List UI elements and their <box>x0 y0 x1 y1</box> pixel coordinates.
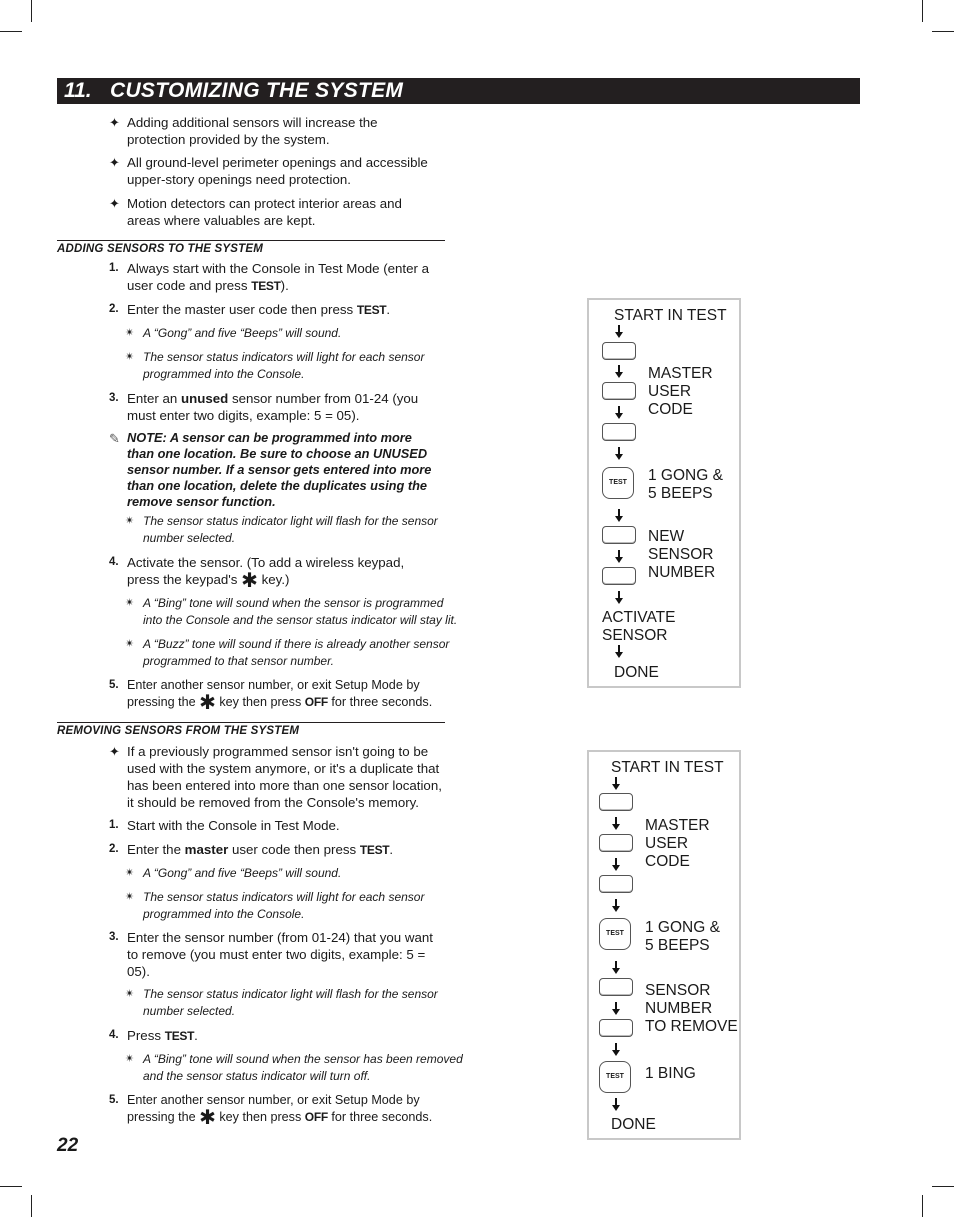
flow-master-label: MASTER USER CODE <box>648 365 713 418</box>
arrow-down-icon <box>611 961 621 974</box>
keypad-star-icon: ✱ <box>199 692 216 714</box>
crop-mark <box>932 31 954 32</box>
adding-step-2-note-1: A “Gong” and five “Beeps” will sound. <box>143 326 342 340</box>
crop-mark <box>0 31 22 32</box>
step-number: 4. <box>109 1029 119 1041</box>
removing-step-4: Press TEST. <box>127 1028 198 1043</box>
pencil-icon: ✎ <box>109 431 120 446</box>
adding-note: NOTE: A sensor can be programmed into more than one location. Be sure to choose an UNUSED sensor number. If a sensor gets entered into more than one location, delete the duplicates using the remove sensor function. <box>127 430 432 509</box>
note-star-icon: ✴ <box>125 327 135 339</box>
subsection-title-removing: REMOVING SENSORS FROM THE SYSTEM <box>57 725 300 737</box>
keypad-key <box>602 526 636 544</box>
section-rule <box>57 240 445 241</box>
arrow-down-icon <box>611 1002 621 1015</box>
step-number: 5. <box>109 1094 119 1106</box>
note-star-icon: ✴ <box>125 597 135 609</box>
arrow-down-icon <box>614 447 624 460</box>
note-star-icon: ✴ <box>125 1053 135 1065</box>
adding-step-3: Enter an unused sensor number from 01-24 (you must enter two digits, example: 5 = 05). <box>127 391 419 423</box>
arrow-down-icon <box>611 1098 621 1111</box>
keypad-star-icon: ✱ <box>241 570 258 592</box>
keypad-key <box>602 342 636 360</box>
crop-mark <box>932 1186 954 1187</box>
crop-mark <box>0 1186 22 1187</box>
bullet-icon: ✦ <box>109 744 120 759</box>
step-number: 4. <box>109 556 119 568</box>
keypad-key <box>599 875 633 893</box>
section-title: CUSTOMIZING THE SYSTEM <box>110 79 404 102</box>
crop-mark <box>31 1195 32 1217</box>
adding-step-4-note-1: A “Bing” tone will sound when the sensor is programmed into the Console and the sensor status indicator will stay lit. <box>143 596 458 627</box>
flow-master-label: MASTER USER CODE <box>645 817 710 870</box>
flow-start-label: START IN TEST <box>611 759 724 776</box>
removing-step-1: Start with the Console in Test Mode. <box>127 818 340 833</box>
flow-new-sensor-label: NEW SENSOR NUMBER <box>648 528 716 581</box>
step-number: 1. <box>109 819 119 831</box>
section-rule <box>57 722 445 723</box>
adding-step-3-note: The sensor status indicator light will flash for the sensor number selected. <box>143 514 438 545</box>
arrow-down-icon <box>611 777 621 790</box>
arrow-down-icon <box>614 406 624 419</box>
keypad-key <box>602 567 636 585</box>
note-star-icon: ✴ <box>125 988 135 1000</box>
adding-step-1: Always start with the Console in Test Mode (enter a user code and press TEST). <box>127 261 430 293</box>
adding-step-4: Activate the sensor. (To add a wireless keypad, press the keypad's ✱ key.) <box>127 555 405 592</box>
flow-sensor-remove-label: SENSOR NUMBER TO REMOVE <box>645 982 738 1035</box>
flow-done-label: DONE <box>611 1116 656 1133</box>
removing-step-2-note-2: The sensor status indicators will light for each sensor programmed into the Console. <box>143 890 425 921</box>
remove-sensor-flowchart <box>587 750 741 1140</box>
subsection-title-adding: ADDING SENSORS TO THE SYSTEM <box>57 243 264 255</box>
bullet-icon: ✦ <box>109 196 120 211</box>
keypad-key <box>599 1019 633 1037</box>
crop-mark <box>922 1195 923 1217</box>
keypad-key <box>602 382 636 400</box>
flow-start-label: START IN TEST <box>614 307 727 324</box>
note-star-icon: ✴ <box>125 351 135 363</box>
adding-step-5: Enter another sensor number, or exit Setup Mode by pressing the ✱ key then press OFF for three seconds. <box>127 678 433 714</box>
step-number: 2. <box>109 303 119 315</box>
adding-step-2: Enter the master user code then press TEST. <box>127 302 391 317</box>
arrow-down-icon <box>614 365 624 378</box>
crop-mark <box>922 0 923 22</box>
note-star-icon: ✴ <box>125 867 135 879</box>
step-number: 3. <box>109 931 119 943</box>
removing-step-5: Enter another sensor number, or exit Setup Mode by pressing the ✱ key then press OFF for three seconds. <box>127 1093 433 1129</box>
intro-item: Motion detectors can protect interior areas and areas where valuables are kept. <box>127 196 402 228</box>
test-key: TEST <box>602 467 634 499</box>
arrow-down-icon <box>614 509 624 522</box>
section-number: 11. <box>64 79 92 102</box>
page-number: 22 <box>57 1135 79 1156</box>
removing-intro: If a previously programmed sensor isn't going to be used with the system anymore, or it's a duplicate that has been entered into more than one sensor location, it should be removed from the Console's memory. <box>127 744 442 810</box>
adding-step-2-note-2: The sensor status indicators will light for each sensor programmed into the Console. <box>143 350 425 381</box>
arrow-down-icon <box>611 899 621 912</box>
flow-gong-label: 1 GONG & 5 BEEPS <box>645 919 720 954</box>
removing-step-2: Enter the master user code then press TEST. <box>127 842 394 857</box>
keypad-key <box>602 423 636 441</box>
arrow-down-icon <box>614 645 624 658</box>
step-number: 3. <box>109 392 119 404</box>
step-number: 2. <box>109 843 119 855</box>
step-number: 5. <box>109 679 119 691</box>
flow-bing-label: 1 BING <box>645 1065 696 1082</box>
keypad-key <box>599 834 633 852</box>
intro-item: Adding additional sensors will increase the protection provided by the system. <box>127 115 378 147</box>
arrow-down-icon <box>614 550 624 563</box>
removing-step-2-note-1: A “Gong” and five “Beeps” will sound. <box>143 866 342 880</box>
test-key: TEST <box>599 918 631 950</box>
arrow-down-icon <box>611 817 621 830</box>
arrow-down-icon <box>611 1043 621 1056</box>
keypad-key <box>599 978 633 996</box>
bullet-icon: ✦ <box>109 155 120 170</box>
bullet-icon: ✦ <box>109 115 120 130</box>
keypad-key <box>599 793 633 811</box>
arrow-down-icon <box>614 325 624 338</box>
removing-step-3: Enter the sensor number (from 01-24) that you want to remove (you must enter two digits, example: 5 = 05). <box>127 930 433 979</box>
removing-step-3-note: The sensor status indicator light will flash for the sensor number selected. <box>143 987 438 1018</box>
flow-gong-label: 1 GONG & 5 BEEPS <box>648 467 723 502</box>
crop-mark <box>31 0 32 22</box>
adding-step-4-note-2: A “Buzz” tone will sound if there is already another sensor programmed to that sensor number. <box>143 637 450 668</box>
note-star-icon: ✴ <box>125 638 135 650</box>
keypad-star-icon: ✱ <box>199 1107 216 1129</box>
intro-item: All ground-level perimeter openings and accessible upper-story openings need protection. <box>127 155 428 187</box>
flow-done-label: DONE <box>614 664 659 681</box>
note-star-icon: ✴ <box>125 515 135 527</box>
note-star-icon: ✴ <box>125 891 135 903</box>
arrow-down-icon <box>611 858 621 871</box>
step-number: 1. <box>109 262 119 274</box>
flow-activate-label: ACTIVATE SENSOR <box>602 609 676 644</box>
test-key: TEST <box>599 1061 631 1093</box>
section-header <box>57 78 860 104</box>
removing-step-4-note: A “Bing” tone will sound when the sensor has been removed and the sensor status indicator will turn off. <box>143 1052 463 1083</box>
arrow-down-icon <box>614 591 624 604</box>
add-sensor-flowchart <box>587 298 741 688</box>
